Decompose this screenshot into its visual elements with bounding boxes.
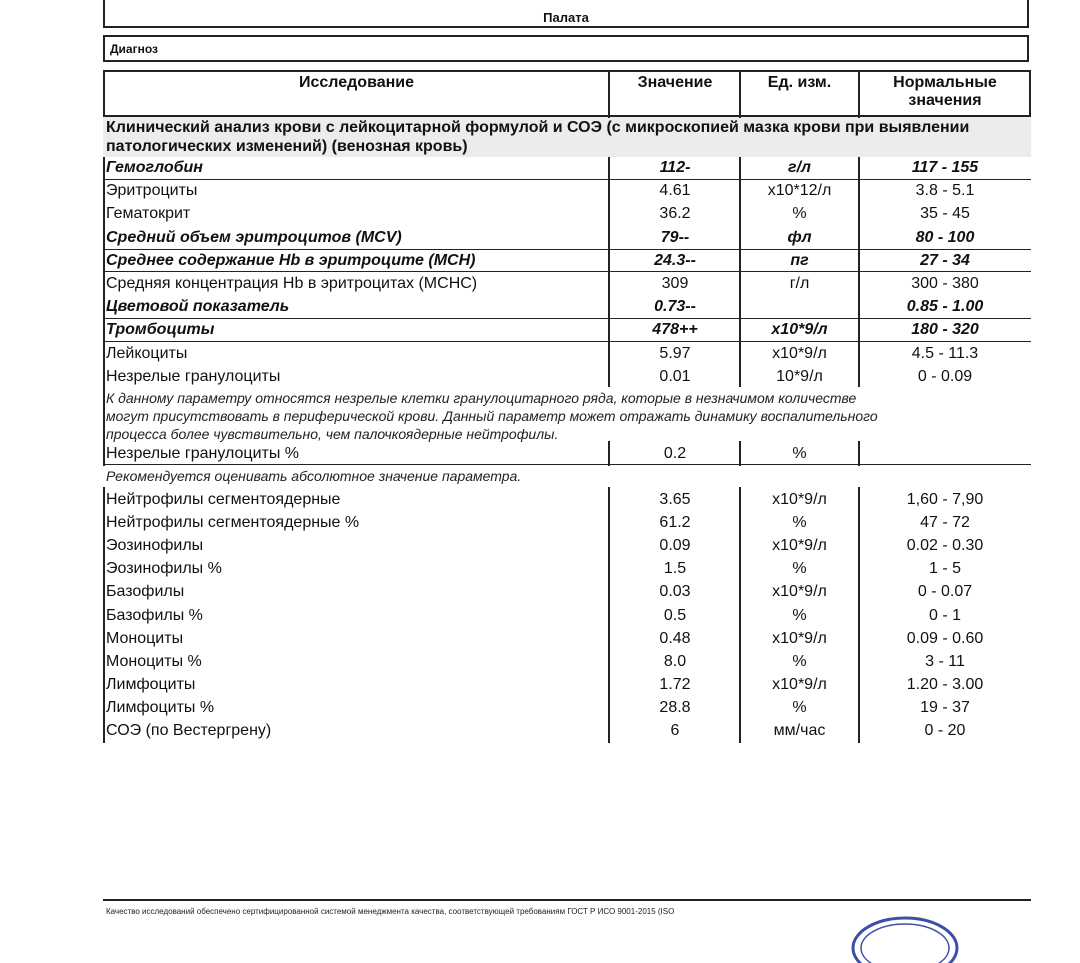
- table-row: [0, 557, 1080, 580]
- row-normal: 0.85 - 1.00: [906, 298, 984, 316]
- section-title: Клинический анализ крови с лейкоцитарной формулой и СОЭ (с микроскопией мазка крови при выявлении патологических изменений) (венозная кровь): [106, 119, 970, 155]
- table-row: [0, 179, 1080, 202]
- table-row: [0, 604, 1080, 627]
- table-row: [0, 295, 1080, 318]
- row-name: СОЭ (по Вестергрену): [106, 722, 272, 739]
- row-value: 1.5: [663, 560, 687, 578]
- row-value: 4.61: [659, 182, 691, 200]
- row-normal: 0 - 1: [928, 606, 961, 624]
- row-normal: 117 - 155: [911, 159, 979, 176]
- row-normal: 0 - 20: [924, 722, 966, 739]
- row-name: Лимфоциты %: [106, 698, 215, 716]
- row-value: 0.01: [659, 367, 691, 385]
- row-unit: x10*9/л: [772, 491, 827, 508]
- row-name: Эритроциты: [106, 182, 198, 200]
- table-row: [0, 627, 1080, 650]
- table-row: [0, 342, 1080, 365]
- row-value: 112-: [659, 159, 691, 176]
- row-value: 6: [670, 722, 680, 739]
- note-recommendation: Рекомендуется оценивать абсолютное значение параметра.: [106, 468, 522, 484]
- table-row: [0, 673, 1080, 696]
- row-unit: %: [792, 606, 807, 624]
- row-normal: 1.20 - 3.00: [906, 675, 984, 693]
- row-name: Средний объем эритроцитов (MCV): [106, 228, 402, 246]
- row-unit: 10*9/л: [776, 367, 823, 385]
- row-value: 61.2: [659, 514, 691, 532]
- note-line: процесса более чувствительно, чем палочкоядерные нейтрофилы.: [106, 426, 559, 442]
- row-unit: x10*9/л: [771, 321, 828, 339]
- row-normal: 80 - 100: [915, 228, 975, 246]
- row-unit: %: [792, 560, 807, 578]
- row-value: 0.2: [663, 445, 687, 462]
- table-row: [0, 226, 1080, 249]
- table-top-border: [103, 70, 1031, 72]
- header-normal-line2: значения: [908, 92, 982, 109]
- table-row: [0, 488, 1080, 511]
- row-name: Моноциты: [106, 629, 184, 647]
- row-unit: пг: [790, 251, 809, 269]
- row-unit: x10*9/л: [772, 629, 827, 647]
- row-name: Эозинофилы: [106, 537, 204, 555]
- table-row: [0, 365, 1080, 388]
- table-row: [0, 442, 1080, 465]
- row-unit: x10*9/л: [772, 675, 827, 693]
- table-row: [0, 156, 1080, 179]
- table-row: [0, 696, 1080, 719]
- row-name: Нейтрофилы сегментоядерные %: [106, 514, 360, 532]
- row-normal: 0 - 0.07: [917, 583, 973, 601]
- col-sep-3-header: [858, 70, 860, 118]
- ward-label: Палата: [543, 10, 589, 25]
- row-unit: x10*12/л: [767, 182, 832, 200]
- row-name: Базофилы %: [106, 606, 203, 624]
- row-value: 5.97: [659, 344, 691, 362]
- row-value: 478++: [652, 321, 698, 339]
- row-value: 8.0: [663, 652, 687, 670]
- row-unit: x10*9/л: [772, 344, 827, 362]
- row-unit: x10*9/л: [772, 537, 827, 555]
- row-normal: 4.5 - 11.3: [911, 344, 979, 362]
- stamp-seal: [845, 903, 965, 963]
- row-name: Лимфоциты: [106, 675, 196, 693]
- note-line: К данному параметру относятся незрелые клетки гранулоцитарного ряда, которые в незначимом количестве: [106, 390, 857, 406]
- row-value: 79--: [660, 228, 690, 246]
- row-name: Лейкоциты: [106, 344, 188, 362]
- row-normal: 1,60 - 7,90: [906, 491, 984, 508]
- row-normal: 0.09 - 0.60: [906, 629, 984, 647]
- row-unit: фл: [787, 228, 812, 246]
- row-name: Моноциты %: [106, 652, 202, 670]
- table-row: [0, 534, 1080, 557]
- note-immature-granulocytes: [106, 389, 1026, 443]
- row-name: Нейтрофилы сегментоядерные: [106, 491, 341, 508]
- table-row: [0, 650, 1080, 673]
- row-value: 0.73--: [654, 298, 696, 316]
- row-normal: 19 - 37: [920, 698, 970, 716]
- header-normal: [860, 74, 1030, 110]
- row-unit: г/л: [789, 275, 810, 292]
- row-unit: %: [792, 698, 807, 716]
- row-name: Незрелые гранулоциты %: [106, 445, 300, 462]
- row-normal: 0.02 - 0.30: [906, 537, 984, 555]
- row-normal: 300 - 380: [911, 275, 979, 292]
- table-row: [0, 202, 1080, 225]
- row-normal: 27 - 34: [920, 251, 970, 269]
- col-sep-2-header: [739, 70, 741, 118]
- row-unit: %: [792, 514, 807, 532]
- row-value: 24.3--: [654, 251, 696, 269]
- row-unit: г/л: [788, 159, 811, 176]
- row-name: Эозинофилы %: [106, 560, 222, 578]
- row-name: Базофилы: [106, 583, 185, 601]
- row-name: Тромбоциты: [106, 321, 215, 339]
- footer-divider: [103, 899, 1031, 901]
- row-value: 1.72: [659, 675, 691, 693]
- table-row: [0, 272, 1080, 295]
- diagnosis-label: Диагноз: [110, 42, 158, 56]
- row-unit: x10*9/л: [772, 583, 827, 601]
- row-value: 36.2: [659, 205, 691, 223]
- row-value: 0.03: [659, 583, 691, 601]
- row-name: Гематокрит: [106, 205, 191, 223]
- footer-quality-text: Качество исследований обеспечено сертифицированной системой менеджмента качества, соответствующей требованиям ГОСТ Р ИСО 9001-2015 (ISO: [106, 907, 675, 916]
- row-normal: 0 - 0.09: [917, 367, 973, 385]
- row-normal: 47 - 72: [920, 514, 970, 532]
- row-value: 0.48: [659, 629, 691, 647]
- row-name: Среднее содержание Hb в эритроците (MCH): [106, 251, 476, 269]
- row-value: 28.8: [659, 698, 691, 716]
- row-name: Средняя концентрация Hb в эритроцитах (MCHC): [106, 275, 478, 292]
- diagnosis-box: [103, 35, 1029, 62]
- row-unit: %: [792, 445, 807, 462]
- header-value: Значение: [637, 74, 713, 91]
- row-normal: 180 - 320: [911, 321, 979, 339]
- col-sep-1-header: [608, 70, 610, 118]
- row-name: Цветовой показатель: [106, 298, 290, 316]
- row-value: 3.65: [659, 491, 691, 508]
- row-name: Незрелые гранулоциты: [106, 367, 281, 385]
- row-name: Гемоглобин: [106, 159, 203, 176]
- header-study: Исследование: [299, 74, 414, 91]
- row-normal: 1 - 5: [928, 560, 961, 578]
- table-row: [0, 511, 1080, 534]
- row-value: 0.5: [663, 606, 687, 624]
- header-normal-line1: Нормальные: [893, 74, 997, 91]
- row-normal: 3 - 11: [925, 652, 965, 670]
- table-row: [0, 318, 1080, 341]
- table-row: [0, 580, 1080, 603]
- row-normal: 3.8 - 5.1: [915, 182, 975, 200]
- header-unit: Ед. изм.: [767, 74, 832, 91]
- row-unit: %: [792, 652, 807, 670]
- row-unit: мм/час: [773, 722, 826, 739]
- note-line: могут присутствовать в периферической крови. Данный параметр может отражать динамику воспалительного: [106, 408, 878, 424]
- row-unit: %: [792, 205, 807, 223]
- table-row: [0, 719, 1080, 742]
- row-value: 309: [661, 275, 689, 292]
- table-row: [0, 249, 1080, 272]
- row-value: 0.09: [659, 537, 691, 555]
- row-normal: 35 - 45: [920, 205, 970, 223]
